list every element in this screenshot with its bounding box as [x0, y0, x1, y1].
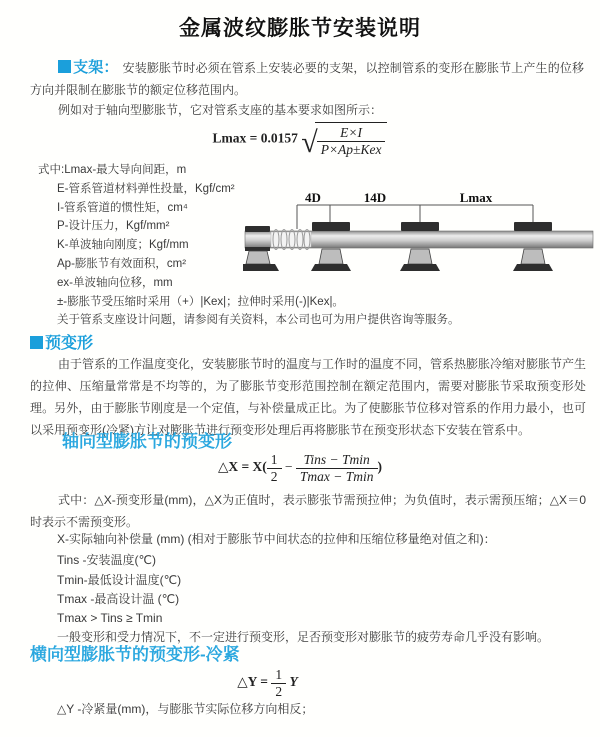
- preform-paragraph: 由于管系的工作温度变化，安装膨胀节时的温度与工作时的温度不同，管系热膨胀冷缩对膨胀节产生的拉伸、压缩量常常是不均等的，为了膨胀节变形范围控制在额定范围内，需要对膨胀节采取预变形处理。另外，由于膨胀节刚度是一个定值，与补偿量成正比。为了使膨胀节位移对管系的作用力最小，也可以采用预变形(冷紧)方让对膨胀节进行预变形处理后再将膨胀节在预变形状态下安装在管系中。: [30, 357, 587, 437]
- variable-definition: I-管系管道的惯性矩，cm⁴: [57, 201, 188, 214]
- definition-line: Tins -安装温度(℃): [57, 553, 157, 567]
- dimension-label: 14D: [363, 192, 387, 205]
- formula-lhs: Lmax = 0.0157: [212, 130, 298, 146]
- variable-definition: P-设计压力，Kgf/mm²: [57, 220, 170, 233]
- formula-denominator: P×Ap±Kex: [320, 141, 382, 157]
- preform-section-heading: [30, 330, 93, 353]
- support-paragraph: [30, 57, 584, 101]
- half-numerator: 1: [271, 667, 286, 684]
- page-title: 金属波纹膨胀节安装说明: [179, 17, 421, 40]
- variable-definition: E-管系管道材料弹性投量，Kgf/cm²: [57, 182, 235, 195]
- radicand: [315, 122, 388, 157]
- half-denominator: 2: [270, 468, 278, 484]
- dimension-label: Lmax: [459, 192, 493, 205]
- preform-remark: 一般变形和受力情况下，不一定进行预变形，足否预变形对膨胀节的疲劳寿命几乎没有影响。: [57, 630, 550, 644]
- axial-preform-formula: [0, 452, 600, 484]
- pipe-support-diagram: [243, 192, 595, 287]
- half-denominator: 2: [275, 683, 283, 699]
- support-section-heading: 支架：: [73, 59, 119, 76]
- support-intro-text: 安装膨胀节时必须在管系上安装必要的支架，以控制管系的变形在膨胀节上产生的位移方向并限制在膨胀节的额定位移范围内。: [30, 61, 584, 97]
- lateral-preform-formula: [0, 667, 535, 699]
- guide-spacing-formula: [0, 122, 600, 160]
- lateral-preform-subheading: 横向型膨胀节的预变形-冷紧: [30, 645, 240, 664]
- definition-line: Tmax -最高设计温 (℃): [57, 592, 180, 606]
- section-marker-icon: [30, 336, 43, 349]
- formula-denominator: Tmax − Tmin: [299, 468, 374, 484]
- section-marker-icon: [58, 60, 71, 73]
- dimension-label: 4D: [305, 192, 321, 205]
- sqrt-radical: [301, 122, 387, 160]
- variable-definition: 式中:Lmax-最大导向间距，m: [38, 164, 187, 176]
- formula-numerator: Tins − Tmin: [296, 452, 378, 469]
- formula-lhs: △Y =: [237, 674, 268, 690]
- half-numerator: 1: [267, 452, 282, 469]
- formula-lhs: △X = X(: [217, 459, 267, 475]
- formula-rhs: Y: [289, 674, 298, 690]
- right-paren: ): [377, 459, 383, 475]
- axial-preform-note: 式中：△X-预变形量(mm)，△X为正值时，表示膨张节需预拉伸；为负值时，表示需预压缩；△X＝0时表示不需预变形。: [30, 493, 586, 529]
- definition-line: X-实际轴向补偿量 (mm) (相对于膨胀节中间状态的拉伸和压缩位移量绝对值之和)：: [57, 532, 496, 546]
- radical-sign: √: [301, 126, 318, 160]
- cold-tightening-note: △Y -冷紧量(mm)，与膨胀节实际位移方向相反；: [57, 702, 314, 716]
- variable-definition: ±-膨胀节受压缩时采用（+）|Kex|；拉伸时采用(-)|Kex|。: [57, 295, 344, 308]
- bellows-icon: [271, 230, 311, 250]
- variable-definition: K-单波轴向刚度；Kgf/mm: [57, 239, 189, 252]
- diagram-svg: [243, 192, 595, 287]
- variable-definition: Ap-膨胀节有效面积，cm²: [57, 257, 187, 270]
- formula-numerator: E×I: [317, 125, 386, 142]
- definition-line: Tmax > Tins ≥ Tmin: [57, 611, 163, 625]
- preform-heading-label: 预变形: [45, 335, 94, 352]
- support-footnote: 关于管系支座设计问题，请参阅有关资料，本公司也可为用户提供咨询等服务。: [57, 314, 460, 327]
- support-example-text: 例如对于轴向型膨胀节，它对管系支座的基本要求如图所示：: [58, 103, 383, 117]
- variable-definition: ex-单波轴向位移，mm: [57, 276, 173, 289]
- definition-line: Tmin-最低设计温度(℃): [57, 573, 182, 587]
- axial-preform-subheading: 轴向型膨胀节的预变形: [62, 432, 232, 451]
- minus-sign: −: [284, 459, 293, 475]
